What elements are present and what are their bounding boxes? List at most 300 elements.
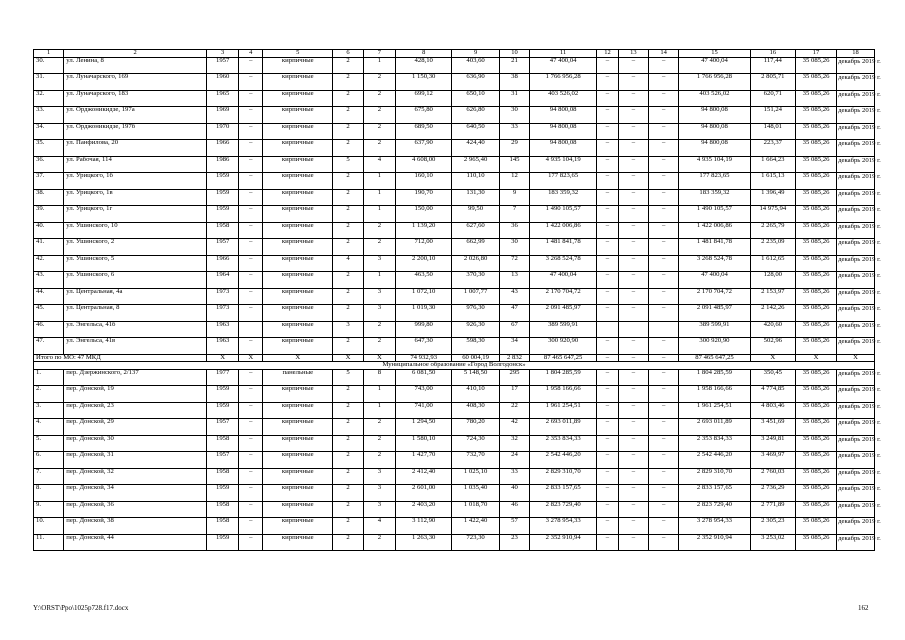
table-cell: 1 958 166,66 — [679, 386, 750, 403]
table-cell: кирпичные — [263, 485, 333, 502]
table-cell: – — [239, 57, 263, 74]
table-cell: 150,00 — [396, 206, 452, 223]
table-cell: 712,00 — [396, 239, 452, 256]
table-cell: 2 353 834,33 — [530, 435, 597, 452]
table-cell: 4 803,46 — [750, 402, 795, 419]
table-row — [34, 189, 875, 206]
table-cell: 1 427,70 — [396, 452, 452, 469]
table-cell: 33 — [499, 123, 529, 140]
table-cell: 1959 — [206, 485, 238, 502]
table-cell: 2 352 910,94 — [530, 534, 597, 551]
table-cell: – — [239, 255, 263, 272]
table-cell: ул. Центральная, 4а — [64, 288, 207, 305]
table-cell: 1957 — [206, 239, 238, 256]
table-cell: 1959 — [206, 386, 238, 403]
table-cell: 35 085,26 — [796, 321, 837, 338]
table-cell: 72 — [499, 255, 529, 272]
table-cell: – — [239, 369, 263, 386]
table-cell: 47 400,04 — [530, 272, 597, 289]
table-cell: декабрь 2019 г. — [837, 435, 875, 452]
table-row — [34, 321, 875, 338]
table-cell: 2 — [333, 107, 363, 124]
table-cell: 1959 — [206, 173, 238, 190]
table-cell: декабрь 2019 г. — [837, 485, 875, 502]
table-row — [34, 90, 875, 107]
table-cell: ул. Рабочая, 114 — [64, 156, 207, 173]
table-cell: – — [239, 435, 263, 452]
table-cell: 1966 — [206, 140, 238, 157]
table-cell: 1 007,77 — [452, 288, 500, 305]
table-cell: 627,60 — [452, 222, 500, 239]
table-cell: 3 — [363, 501, 395, 518]
table-cell: 647,30 — [396, 338, 452, 355]
table-cell: 12 — [499, 173, 529, 190]
table-cell: X — [263, 354, 333, 362]
table-cell: 223,37 — [750, 140, 795, 157]
table-cell: 2 542 446,20 — [679, 452, 750, 469]
table-cell: 35 085,26 — [796, 272, 837, 289]
table-cell: 1973 — [206, 288, 238, 305]
document-path: Y:\ORST\Ppo\1025p728.f17.docx — [33, 604, 129, 612]
table-cell: декабрь 2019 г. — [837, 402, 875, 419]
table-cell: – — [618, 402, 648, 419]
table-cell: – — [597, 402, 619, 419]
table-cell: 1 — [363, 206, 395, 223]
table-cell: 350,45 — [750, 369, 795, 386]
table-cell: – — [649, 369, 679, 386]
table-cell: 5 148,50 — [452, 369, 500, 386]
table-cell: пер. Дзержинского, 2/137 — [64, 369, 207, 386]
table-cell: – — [618, 255, 648, 272]
table-cell: – — [649, 272, 679, 289]
table-cell: – — [649, 501, 679, 518]
table-cell: – — [597, 173, 619, 190]
table-cell: – — [239, 206, 263, 223]
table-cell: 1959 — [206, 402, 238, 419]
table-cell: 35 085,26 — [796, 107, 837, 124]
table-row — [34, 518, 875, 535]
table-cell: 1 150,30 — [396, 74, 452, 91]
table-cell: декабрь 2019 г. — [837, 173, 875, 190]
table-cell: 2 833 157,65 — [679, 485, 750, 502]
table-cell: – — [618, 485, 648, 502]
table-cell: – — [649, 534, 679, 551]
table-cell: – — [597, 156, 619, 173]
table-row — [34, 239, 875, 256]
table-cell: – — [597, 305, 619, 322]
table-cell: 35 085,26 — [796, 140, 837, 157]
table-cell: – — [239, 419, 263, 436]
table-cell: 3 451,69 — [750, 419, 795, 436]
table-cell: 741,00 — [396, 402, 452, 419]
table-cell: – — [618, 369, 648, 386]
table-cell: – — [239, 90, 263, 107]
table-cell: 403 526,02 — [679, 90, 750, 107]
table-cell: 1957 — [206, 419, 238, 436]
table-cell — [618, 321, 648, 338]
table-cell: 148,01 — [750, 123, 795, 140]
table-cell — [649, 321, 679, 338]
table-cell: кирпичные — [263, 57, 333, 74]
table-cell: – — [239, 338, 263, 355]
table-cell: – — [597, 288, 619, 305]
table-cell: 2 170 704,72 — [679, 288, 750, 305]
table-cell: 389 599,91 — [530, 321, 597, 338]
table-cell: – — [649, 468, 679, 485]
table-cell: 10. — [34, 518, 64, 535]
table-cell: – — [239, 305, 263, 322]
table-cell: декабрь 2019 г. — [837, 518, 875, 535]
table-cell: – — [239, 485, 263, 502]
table-cell: 10 — [499, 50, 529, 58]
table-cell: 1977 — [206, 369, 238, 386]
table-cell: – — [597, 222, 619, 239]
table-cell: – — [618, 419, 648, 436]
table-cell: 2 736,29 — [750, 485, 795, 502]
table-cell: 74 932,93 — [396, 354, 452, 362]
table-cell: ул. Урицкого, 1б — [64, 173, 207, 190]
table-cell: 370,30 — [452, 272, 500, 289]
table-cell: – — [239, 272, 263, 289]
table-cell: – — [239, 452, 263, 469]
table-cell: 2 142,26 — [750, 305, 795, 322]
table-cell: 2 601,00 — [396, 485, 452, 502]
table-cell: 47. — [34, 338, 64, 355]
table-cell: кирпичные — [263, 74, 333, 91]
table-cell: 3 268 524,78 — [530, 255, 597, 272]
table-cell: 1 612,65 — [750, 255, 795, 272]
table-cell: 626,80 — [452, 107, 500, 124]
table-cell: 2 352 910,94 — [679, 534, 750, 551]
table-cell: 424,40 — [452, 140, 500, 157]
table-cell: 300 920,90 — [679, 338, 750, 355]
table-cell: пер. Донской, 36 — [64, 501, 207, 518]
table-cell: ул. Ушинского, 6 — [64, 272, 207, 289]
table-cell: 780,20 — [452, 419, 500, 436]
table-cell: 17 — [499, 386, 529, 403]
table-cell: 94 800,08 — [679, 107, 750, 124]
table-cell: – — [239, 123, 263, 140]
table-cell: пер. Донской, 44 — [64, 534, 207, 551]
table-cell: 1 139,20 — [396, 222, 452, 239]
table-cell: 1 766 956,28 — [679, 74, 750, 91]
table-cell: 2 — [333, 239, 363, 256]
table-cell: 1 422 006,86 — [679, 222, 750, 239]
table-cell: ул. Энгельса, 41б — [64, 321, 207, 338]
table-cell: – — [597, 419, 619, 436]
table-cell: 2 412,40 — [396, 468, 452, 485]
table-cell: ул. Панфилова, 20 — [64, 140, 207, 157]
table-cell: 1 422,40 — [452, 518, 500, 535]
table-cell: 2 — [363, 534, 395, 551]
table-cell: – — [649, 74, 679, 91]
table-cell: 35 085,26 — [796, 189, 837, 206]
table-cell: 36. — [34, 156, 64, 173]
table-cell: 926,30 — [452, 321, 500, 338]
table-cell: X — [206, 354, 238, 362]
table-cell: ул. Урицкого, 1г — [64, 206, 207, 223]
table-cell: 37. — [34, 173, 64, 190]
table-cell: 47 400,04 — [679, 57, 750, 74]
table-cell: 47 400,04 — [530, 57, 597, 74]
table-row — [34, 272, 875, 289]
table-cell: 35 085,26 — [796, 369, 837, 386]
table-cell: – — [618, 518, 648, 535]
table-cell: пер. Донской, 31 — [64, 452, 207, 469]
table-cell: 32. — [34, 90, 64, 107]
table-cell: – — [597, 452, 619, 469]
table-cell: 35 085,26 — [796, 255, 837, 272]
table-cell: 35 085,26 — [796, 534, 837, 551]
table-cell: кирпичные — [263, 435, 333, 452]
table-cell: 24 — [499, 452, 529, 469]
table-cell: 4. — [34, 419, 64, 436]
table-cell: 4 608,00 — [396, 156, 452, 173]
table-cell: 2 091 485,97 — [679, 305, 750, 322]
table-cell: ул. Центральная, 8 — [64, 305, 207, 322]
table-cell: – — [618, 354, 648, 362]
table-cell: декабрь 2019 г. — [837, 468, 875, 485]
table-cell: 2 965,40 — [452, 156, 500, 173]
table-cell: 2 — [363, 239, 395, 256]
table-cell: 14 975,94 — [750, 206, 795, 223]
table-cell: пер. Донской, 30 — [64, 435, 207, 452]
table-cell: – — [597, 107, 619, 124]
table-cell: 1973 — [206, 305, 238, 322]
table-row — [34, 468, 875, 485]
table-cell: 1 804 285,59 — [679, 369, 750, 386]
table-cell: кирпичные — [263, 222, 333, 239]
table-row — [34, 222, 875, 239]
table-cell: 40. — [34, 222, 64, 239]
table-cell: 1964 — [206, 272, 238, 289]
table-cell: 3 268 524,78 — [679, 255, 750, 272]
table-cell: 2 — [333, 173, 363, 190]
table-cell: декабрь 2019 г. — [837, 321, 875, 338]
table-cell: пер. Донской, 19 — [64, 386, 207, 403]
table-cell: – — [649, 255, 679, 272]
table-cell: 2 693 011,89 — [679, 419, 750, 436]
table-cell: 160,10 — [396, 173, 452, 190]
table-cell: 38. — [34, 189, 64, 206]
table-cell: декабрь 2019 г. — [837, 272, 875, 289]
table-cell: 2 — [333, 501, 363, 518]
table-cell: декабрь 2019 г. — [837, 107, 875, 124]
table-cell: декабрь 2019 г. — [837, 386, 875, 403]
table-cell: – — [618, 107, 648, 124]
table-cell: 1 490 105,57 — [530, 206, 597, 223]
table-cell: 36 — [499, 222, 529, 239]
table-cell: – — [618, 90, 648, 107]
table-cell: 2 — [363, 452, 395, 469]
table-cell: ул. Луначарского, 169 — [64, 74, 207, 91]
table-cell: 3 — [363, 288, 395, 305]
table-cell: 2 — [333, 90, 363, 107]
table-cell: декабрь 2019 г. — [837, 140, 875, 157]
table-cell: 1963 — [206, 321, 238, 338]
table-cell: декабрь 2019 г. — [837, 57, 875, 74]
table-cell: панельные — [263, 369, 333, 386]
table-cell: декабрь 2019 г. — [837, 156, 875, 173]
table-cell: 23 — [499, 534, 529, 551]
table-cell: 94 800,08 — [679, 123, 750, 140]
table-cell: 2 — [333, 305, 363, 322]
table-cell: 183 359,32 — [530, 189, 597, 206]
table-cell: пер. Донской, 23 — [64, 402, 207, 419]
table-cell: 1 961 254,51 — [679, 402, 750, 419]
table-cell: – — [618, 288, 648, 305]
table-cell: 2 353 834,33 — [679, 435, 750, 452]
table-cell: – — [239, 386, 263, 403]
table-cell: – — [618, 501, 648, 518]
table-cell: 2 265,79 — [750, 222, 795, 239]
table-cell: – — [597, 386, 619, 403]
table-cell: 46 — [499, 501, 529, 518]
table-cell: – — [649, 485, 679, 502]
table-cell: – — [618, 222, 648, 239]
table-cell: 11. — [34, 534, 64, 551]
table-cell: 1 — [363, 386, 395, 403]
table-cell: декабрь 2019 г. — [837, 338, 875, 355]
table-cell: декабрь 2019 г. — [837, 288, 875, 305]
table-cell: декабрь 2019 г. — [837, 123, 875, 140]
table-cell: 1958 — [206, 518, 238, 535]
table-cell: – — [618, 468, 648, 485]
table-cell: 35 085,26 — [796, 206, 837, 223]
table-cell: 42. — [34, 255, 64, 272]
table-cell: – — [649, 419, 679, 436]
table-cell: 1958 — [206, 222, 238, 239]
table-cell: 35 085,26 — [796, 173, 837, 190]
table-cell: 1 766 956,28 — [530, 74, 597, 91]
table-row — [34, 419, 875, 436]
table-cell: 2 — [363, 419, 395, 436]
table-cell: – — [597, 501, 619, 518]
table-cell: – — [649, 518, 679, 535]
table-cell: – — [649, 452, 679, 469]
table-cell: 2 — [363, 74, 395, 91]
table-cell: 1959 — [206, 534, 238, 551]
table-cell: 8 — [396, 50, 452, 58]
table-row — [34, 534, 875, 551]
table-cell: 723,30 — [452, 534, 500, 551]
table-cell: 110,10 — [452, 173, 500, 190]
table-cell: 1 — [34, 50, 64, 58]
table-cell: – — [618, 206, 648, 223]
table-cell: 5 — [333, 369, 363, 386]
table-cell: 689,50 — [396, 123, 452, 140]
table-cell: 1 — [363, 402, 395, 419]
table-cell: 620,71 — [750, 90, 795, 107]
table-cell: ул. Луначарского, 183 — [64, 90, 207, 107]
table-cell: 1958 — [206, 435, 238, 452]
table-cell: 2 — [333, 435, 363, 452]
table-cell: – — [239, 402, 263, 419]
table-cell: 1963 — [206, 338, 238, 355]
table-cell: 2 823 729,40 — [530, 501, 597, 518]
table-cell: 2 235,09 — [750, 239, 795, 256]
table-cell: 999,80 — [396, 321, 452, 338]
table-cell: 2 823 729,40 — [679, 501, 750, 518]
table-cell: 2 — [333, 74, 363, 91]
table-cell: 743,00 — [396, 386, 452, 403]
table-cell: кирпичные — [263, 468, 333, 485]
table-cell: – — [597, 369, 619, 386]
table-cell: кирпичные — [263, 156, 333, 173]
table-cell: 87 465 647,25 — [679, 354, 750, 362]
table-cell: – — [618, 534, 648, 551]
table-cell: декабрь 2019 г. — [837, 206, 875, 223]
table-cell: 22 — [499, 402, 529, 419]
table-cell: – — [597, 239, 619, 256]
table-cell: 1 — [363, 57, 395, 74]
table-cell: 2 305,23 — [750, 518, 795, 535]
table-cell: 295 — [499, 369, 529, 386]
table-cell: 662,99 — [452, 239, 500, 256]
table-cell: 29 — [499, 140, 529, 157]
table-cell: 35 085,26 — [796, 305, 837, 322]
table-cell: Итого по МО: 47 МКД — [34, 354, 207, 362]
table-cell: 420,60 — [750, 321, 795, 338]
table-cell: 1 — [363, 173, 395, 190]
table-cell: – — [239, 534, 263, 551]
table-cell: 35 085,26 — [796, 419, 837, 436]
table-cell: 1957 — [206, 57, 238, 74]
table-cell: 35 085,26 — [796, 288, 837, 305]
table-cell: кирпичные — [263, 272, 333, 289]
table-cell: 1986 — [206, 156, 238, 173]
table-cell: 2 — [333, 452, 363, 469]
table-cell: 39. — [34, 206, 64, 223]
table-cell: 9. — [34, 501, 64, 518]
table-cell: ул. Энгельса, 41в — [64, 338, 207, 355]
table-cell: 35 085,26 — [796, 57, 837, 74]
table-cell: – — [597, 206, 619, 223]
table-cell: декабрь 2019 г. — [837, 189, 875, 206]
table-cell: 2 — [64, 50, 207, 58]
section-title-row — [34, 362, 875, 370]
table-cell: 94 800,08 — [530, 107, 597, 124]
table-cell: кирпичные — [263, 90, 333, 107]
table-cell: 35 085,26 — [796, 338, 837, 355]
table-cell: 2 — [363, 107, 395, 124]
table-cell: 1 490 105,57 — [679, 206, 750, 223]
table-cell: 389 599,91 — [679, 321, 750, 338]
table-cell: 30 — [499, 239, 529, 256]
table-cell: – — [597, 140, 619, 157]
table-cell: 32 — [499, 435, 529, 452]
table-cell: – — [649, 107, 679, 124]
table-cell: – — [597, 354, 619, 362]
table-cell: 31 — [499, 90, 529, 107]
table-cell: 183 359,32 — [679, 189, 750, 206]
table-cell: 13 — [499, 272, 529, 289]
table-row — [34, 206, 875, 223]
table-cell — [597, 321, 619, 338]
table-cell: 1960 — [206, 74, 238, 91]
table-cell: – — [649, 173, 679, 190]
table-cell: ул. Ленина, 8 — [64, 57, 207, 74]
table-cell: 1958 — [206, 501, 238, 518]
table-cell: 2 — [333, 57, 363, 74]
table-cell: 675,80 — [396, 107, 452, 124]
table-cell: 1958 — [206, 468, 238, 485]
header-row — [34, 50, 875, 58]
table-cell: 99,50 — [452, 206, 500, 223]
table-cell: 2 — [333, 534, 363, 551]
table-cell: 2 — [363, 338, 395, 355]
table-cell: 12 — [597, 50, 619, 58]
